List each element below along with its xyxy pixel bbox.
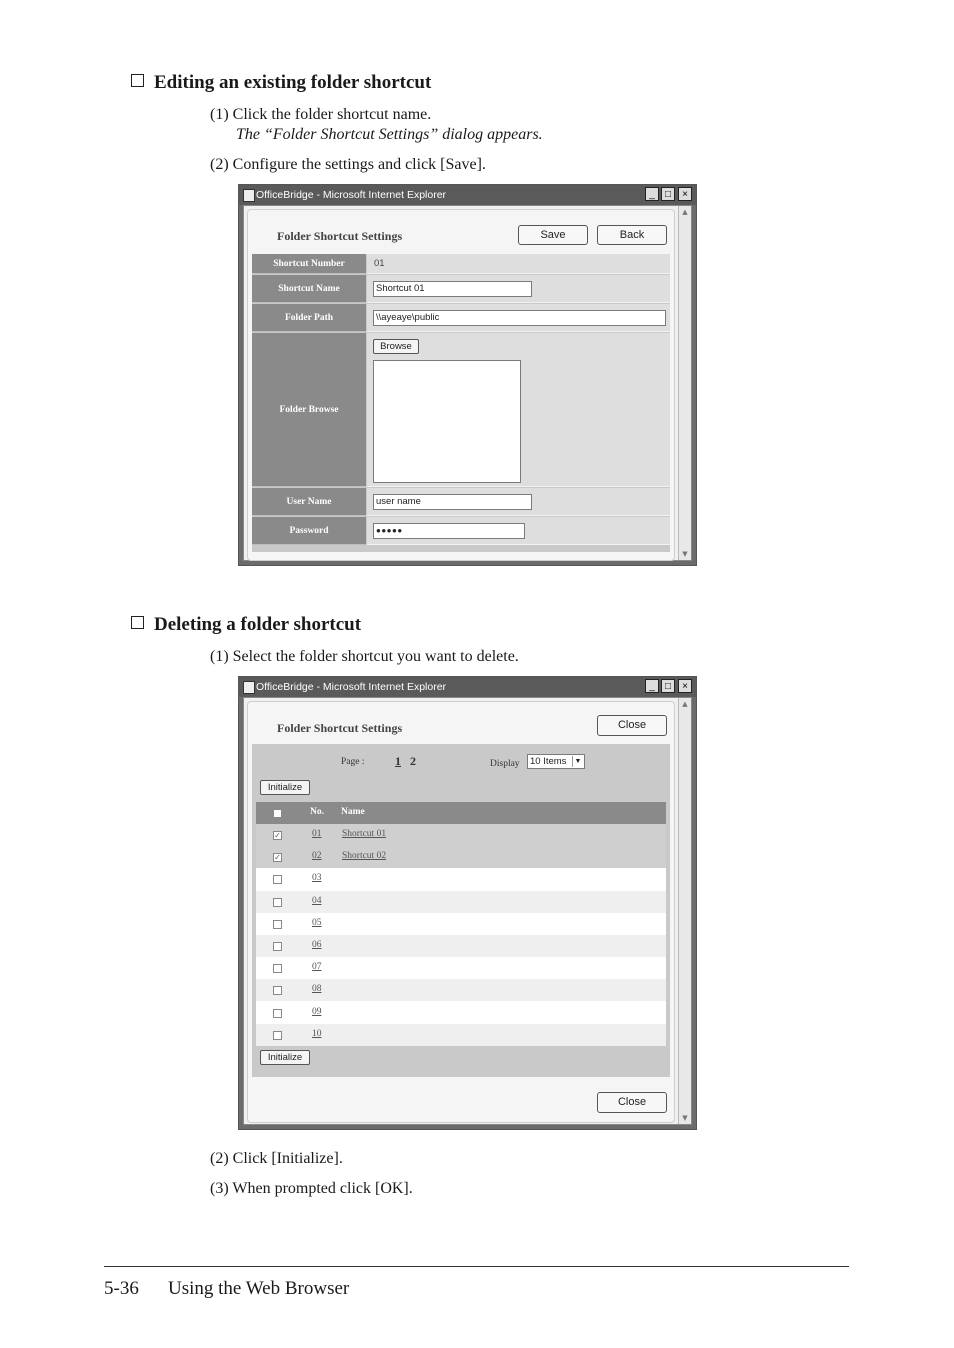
browser-window-settings xyxy=(238,184,697,566)
checkbox-bullet-icon xyxy=(131,74,144,87)
back-button[interactable]: Back xyxy=(597,225,667,245)
edit-step-2: (2) Configure the settings and click [Save]. xyxy=(210,156,486,173)
table-row[interactable] xyxy=(256,913,666,935)
panel-title: Folder Shortcut Settings xyxy=(277,721,403,735)
folder-path-input[interactable]: \\ayeaye\public xyxy=(373,310,666,326)
row-checkbox[interactable] xyxy=(273,920,282,929)
close-window-button[interactable]: × xyxy=(678,187,692,201)
row-number-link[interactable]: 10 xyxy=(312,1028,322,1039)
chevron-down-icon[interactable]: ▼ xyxy=(572,756,583,767)
row-shortcut-name xyxy=(252,275,670,303)
vertical-scrollbar[interactable] xyxy=(678,698,691,1124)
row-number-link[interactable]: 03 xyxy=(312,873,322,884)
value-cell xyxy=(367,254,670,274)
row-checkbox[interactable] xyxy=(273,1031,282,1040)
password-input[interactable]: ●●●●● xyxy=(373,523,525,539)
heading-text: Editing an existing folder shortcut xyxy=(154,72,432,93)
table-body xyxy=(256,824,666,1046)
minimize-button[interactable]: _ xyxy=(645,679,659,693)
table-row[interactable] xyxy=(256,824,666,846)
row-checkbox[interactable] xyxy=(273,1009,282,1018)
table-row[interactable] xyxy=(256,1024,666,1046)
header-no: No. xyxy=(310,807,324,817)
row-number-link[interactable]: 04 xyxy=(312,895,322,906)
row-checkbox[interactable] xyxy=(273,898,282,907)
row-number-link[interactable]: 06 xyxy=(312,940,322,950)
select-all-checkbox[interactable] xyxy=(273,809,282,818)
vertical-scrollbar[interactable] xyxy=(678,206,691,560)
row-checkbox[interactable] xyxy=(273,964,282,973)
delete-step-3: (3) When prompted click [OK]. xyxy=(210,1180,413,1197)
window-title: OfficeBridge - Microsoft Internet Explorer xyxy=(256,681,447,693)
section-heading-delete xyxy=(131,614,361,636)
label-folder-path: Folder Path xyxy=(252,304,366,332)
value-cell xyxy=(367,275,670,303)
save-button[interactable]: Save xyxy=(518,225,588,245)
window-content xyxy=(243,697,692,1125)
row-number-link[interactable]: 09 xyxy=(312,1006,322,1017)
list-area xyxy=(252,744,670,1077)
initialize-button-top[interactable]: Initialize xyxy=(260,780,310,795)
shortcut-number-value: 01 xyxy=(374,258,385,269)
scroll-down-icon[interactable]: ▼ xyxy=(682,1114,688,1122)
page-link-2[interactable]: 2 xyxy=(410,754,416,768)
minimize-button[interactable]: _ xyxy=(645,187,659,201)
row-folder-path xyxy=(252,304,670,332)
row-user-name xyxy=(252,488,670,516)
row-checkbox[interactable] xyxy=(273,875,282,884)
ie-page-icon xyxy=(243,189,255,202)
row-number-link[interactable]: 01 xyxy=(312,829,322,839)
shortcut-name-input[interactable]: Shortcut 01 xyxy=(373,281,532,297)
scroll-up-icon[interactable]: ▲ xyxy=(682,208,688,216)
row-name-link[interactable]: Shortcut 01 xyxy=(342,829,387,839)
value-cell xyxy=(367,488,670,516)
shortcut-table xyxy=(256,802,666,1046)
row-password xyxy=(252,517,670,545)
user-name-input[interactable]: user name xyxy=(373,494,532,510)
row-number-link[interactable]: 08 xyxy=(312,984,322,995)
settings-panel xyxy=(247,209,675,561)
initialize-button-bottom[interactable]: Initialize xyxy=(260,1050,310,1065)
browse-button[interactable]: Browse xyxy=(373,339,419,354)
panel-title: Folder Shortcut Settings xyxy=(277,229,403,243)
settings-form xyxy=(252,254,670,552)
delete-step-1: (1) Select the folder shortcut you want to delete. xyxy=(210,648,519,665)
table-row[interactable] xyxy=(256,846,666,868)
close-button-top[interactable]: Close xyxy=(597,715,667,736)
table-row[interactable] xyxy=(256,957,666,979)
value-cell xyxy=(367,333,670,487)
table-row[interactable] xyxy=(256,891,666,913)
row-checkbox[interactable] xyxy=(273,942,282,951)
table-row[interactable] xyxy=(256,868,666,890)
value-cell xyxy=(367,304,670,332)
window-content xyxy=(243,205,692,561)
table-row[interactable] xyxy=(256,979,666,1001)
row-number-link[interactable]: 05 xyxy=(312,917,322,928)
label-shortcut-number: Shortcut Number xyxy=(252,254,366,274)
row-checkbox[interactable] xyxy=(273,986,282,995)
value-cell xyxy=(367,517,670,545)
display-select[interactable] xyxy=(527,754,585,769)
scroll-up-icon[interactable]: ▲ xyxy=(682,700,688,708)
delete-step-2: (2) Click [Initialize]. xyxy=(210,1150,343,1167)
scroll-down-icon[interactable]: ▼ xyxy=(682,550,688,558)
page-label: Page : xyxy=(341,757,365,767)
label-password: Password xyxy=(252,517,366,545)
footer-rule xyxy=(104,1266,849,1267)
section-heading-edit xyxy=(131,72,431,94)
ie-page-icon xyxy=(243,681,255,694)
list-panel xyxy=(247,701,675,1123)
table-header xyxy=(256,802,666,824)
header-name: Name xyxy=(341,807,365,817)
heading-text: Deleting a folder shortcut xyxy=(154,614,362,635)
edit-step-1-note: The “Folder Shortcut Settings” dialog appears. xyxy=(236,126,543,143)
window-titlebar xyxy=(239,677,696,697)
row-checkbox[interactable]: ✓ xyxy=(274,831,281,840)
page-link-1[interactable]: 1 xyxy=(395,754,401,768)
window-titlebar xyxy=(239,185,696,205)
edit-step-1: (1) Click the folder shortcut name. xyxy=(210,106,432,123)
maximize-button[interactable]: □ xyxy=(661,187,675,201)
folder-browse-list[interactable] xyxy=(373,360,521,483)
row-number-link[interactable]: 07 xyxy=(312,962,322,973)
table-row[interactable] xyxy=(256,935,666,957)
row-name-link[interactable]: Shortcut 02 xyxy=(342,851,387,862)
display-label: Display xyxy=(490,759,520,769)
footer-page-number: 5-36 xyxy=(104,1278,139,1299)
footer-section-title: Using the Web Browser xyxy=(168,1278,350,1299)
label-folder-browse: Folder Browse xyxy=(252,333,366,487)
row-folder-browse xyxy=(252,333,670,487)
label-user-name: User Name xyxy=(252,488,366,516)
close-button-bottom[interactable]: Close xyxy=(597,1092,667,1113)
label-shortcut-name: Shortcut Name xyxy=(252,275,366,303)
row-shortcut-number xyxy=(252,254,670,274)
display-select-value: 10 Items xyxy=(530,756,567,767)
browser-window-list xyxy=(238,676,697,1130)
checkbox-bullet-icon xyxy=(131,616,144,629)
maximize-button[interactable]: □ xyxy=(661,679,675,693)
close-window-button[interactable]: × xyxy=(678,679,692,693)
window-title: OfficeBridge - Microsoft Internet Explorer xyxy=(256,189,447,201)
table-row[interactable] xyxy=(256,1002,666,1024)
row-number-link[interactable]: 02 xyxy=(312,851,322,862)
row-checkbox[interactable]: ✓ xyxy=(274,853,281,863)
